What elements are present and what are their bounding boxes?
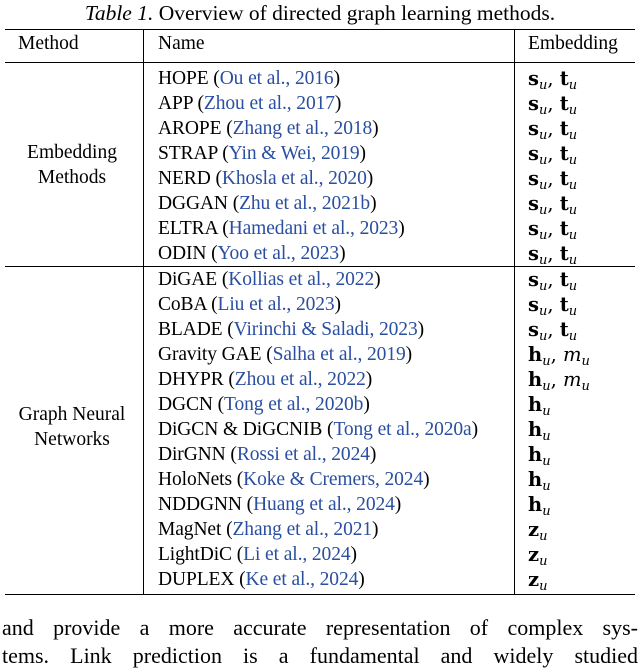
embedding-symbol: h xyxy=(528,443,543,466)
embedding-symbol: s xyxy=(528,293,539,316)
citation-link[interactable]: Zhang et al., 2018 xyxy=(232,118,373,139)
body-text-line: and provide a more accurate representation of complex sys- xyxy=(2,615,638,640)
citation-link[interactable]: Ou et al., 2016 xyxy=(219,68,334,89)
method-name: HoloNets xyxy=(158,469,232,490)
embedding-symbol: s xyxy=(528,117,539,140)
embedding-subscript: u xyxy=(538,228,548,243)
embedding-subscript: u xyxy=(538,253,548,268)
embedding-symbol: t xyxy=(559,293,569,316)
embedding-symbol: t xyxy=(559,268,569,291)
embedding-cell: $s_u$, $t_u$ xyxy=(528,293,578,319)
table-row xyxy=(0,342,640,367)
embedding-cell: $s_u$, $t_u$ xyxy=(528,192,578,218)
table-row xyxy=(0,542,640,567)
method-name-cell: DiGAE (Kollias et al., 2022) xyxy=(158,269,381,290)
method-name: AROPE xyxy=(158,118,222,139)
embedding-subscript: u xyxy=(581,354,590,369)
table-row xyxy=(0,567,640,592)
caption-label: Table 1. xyxy=(84,1,154,25)
method-name: MagNet xyxy=(158,519,222,540)
embedding-subscript: u xyxy=(539,529,548,544)
embedding-symbol: s xyxy=(528,318,539,341)
table-row xyxy=(0,417,640,442)
embedding-cell: $s_u$, $t_u$ xyxy=(528,242,578,268)
method-name: NDDGNN xyxy=(158,494,242,515)
method-name-cell: APP (Zhou et al., 2017) xyxy=(158,93,342,114)
embedding-cell: $s_u$, $t_u$ xyxy=(528,268,578,294)
embedding-symbol: s xyxy=(528,268,539,291)
method-name: DHYPR xyxy=(158,369,224,390)
method-name-cell: STRAP (Yin & Wei, 2019) xyxy=(158,143,366,164)
embedding-cell: $s_u$, $t_u$ xyxy=(528,142,578,168)
method-name-cell: LightDiC (Li et al., 2024) xyxy=(158,544,357,565)
citation-link[interactable]: Zhou et al., 2022 xyxy=(234,369,366,390)
embedding-symbol: t xyxy=(559,242,569,265)
table-row xyxy=(0,216,640,241)
embedding-subscript: u xyxy=(538,78,548,93)
table-row xyxy=(0,442,640,467)
group-label-line: Networks xyxy=(34,429,110,450)
method-name-cell: NDDGNN (Huang et al., 2024) xyxy=(158,494,402,515)
method-name-cell: DirGNN (Rossi et al., 2024) xyxy=(158,444,377,465)
header-method: Method xyxy=(18,33,79,54)
table-row xyxy=(0,317,640,342)
embedding-symbol: h xyxy=(528,393,543,416)
embedding-subscript: u xyxy=(568,78,578,93)
embedding-subscript: u xyxy=(568,103,578,118)
method-name: Gravity GAE xyxy=(158,344,262,365)
citation-link[interactable]: Zhu et al., 2021b xyxy=(239,193,371,214)
method-name: LightDiC xyxy=(158,544,232,565)
embedding-symbol: z xyxy=(528,518,540,541)
embedding-subscript: u xyxy=(568,253,578,268)
table-row xyxy=(0,367,640,392)
embedding-symbol: s xyxy=(528,192,539,215)
table-row xyxy=(0,392,640,417)
embedding-symbol: s xyxy=(528,67,539,90)
embedding-subscript: u xyxy=(568,304,578,319)
embedding-symbol: t xyxy=(559,92,569,115)
embedding-subscript: u xyxy=(538,103,548,118)
method-name: DGGAN xyxy=(158,193,228,214)
embedding-symbol: t xyxy=(559,117,569,140)
embedding-cell: $s_u$, $t_u$ xyxy=(528,67,578,93)
method-name-cell: CoBA (Liu et al., 2023) xyxy=(158,294,341,315)
embedding-cell: $h_u$, $m_u$ xyxy=(528,343,590,369)
embedding-subscript: u xyxy=(542,354,551,369)
group-label-line: Embedding xyxy=(27,142,117,163)
embedding-subscript: u xyxy=(538,128,548,143)
method-name-cell: HoloNets (Koke & Cremers, 2024) xyxy=(158,469,430,490)
embedding-subscript: u xyxy=(538,153,548,168)
method-name: APP xyxy=(158,93,193,114)
method-name: DiGCN & DiGCNIB xyxy=(158,419,323,440)
embedding-cell xyxy=(528,567,547,599)
embedding-symbol: h xyxy=(528,493,543,516)
embedding-subscript: u xyxy=(542,429,551,444)
embedding-subscript: u xyxy=(568,329,578,344)
embedding-subscript: u xyxy=(538,203,548,218)
method-name-cell: AROPE (Zhang et al., 2018) xyxy=(158,118,379,139)
citation-link[interactable]: Virinchi & Saladi, 2023 xyxy=(233,319,418,340)
embedding-subscript: u xyxy=(538,279,548,294)
table-row xyxy=(0,66,640,91)
citation-link[interactable]: Zhang et al., 2021 xyxy=(232,519,373,540)
method-name-cell: HOPE (Ou et al., 2016) xyxy=(158,68,340,89)
embedding-symbol: s xyxy=(528,142,539,165)
embedding-symbol: z xyxy=(528,568,540,591)
table-row xyxy=(0,241,640,266)
embedding-subscript: u xyxy=(538,304,548,319)
table-row xyxy=(0,292,640,317)
embedding-subscript: u xyxy=(568,153,578,168)
citation-link[interactable]: Yoo et al., 2023 xyxy=(217,243,340,264)
method-name-cell: Gravity GAE (Salha et al., 2019) xyxy=(158,344,413,365)
embedding-subscript: u xyxy=(542,479,551,494)
embedding-cell: $s_u$, $t_u$ xyxy=(528,117,578,143)
embedding-subscript: u xyxy=(539,554,548,569)
embedding-subscript: u xyxy=(542,454,551,469)
table-row xyxy=(0,492,640,517)
embedding-symbol: t xyxy=(559,318,569,341)
column-divider-embedding-head xyxy=(514,30,515,62)
embedding-subscript: u xyxy=(568,128,578,143)
citation-link[interactable]: Rossi et al., 2024 xyxy=(236,444,370,465)
method-name-cell: ELTRA (Hamedani et al., 2023) xyxy=(158,218,405,239)
embedding-cell: $s_u$, $t_u$ xyxy=(528,167,578,193)
table-row xyxy=(0,91,640,116)
embedding-symbol: z xyxy=(528,543,540,566)
method-name-cell: DiGCN & DiGCNIB (Tong et al., 2020a) xyxy=(158,419,479,440)
embedding-cell: $s_u$, $t_u$ xyxy=(528,92,578,118)
embedding-symbol: m xyxy=(562,343,582,366)
method-name-cell: DGCN (Tong et al., 2020b) xyxy=(158,394,370,415)
embedding-symbol: t xyxy=(559,67,569,90)
table-row xyxy=(0,467,640,492)
embedding-symbol: t xyxy=(559,142,569,165)
embedding-symbol: h xyxy=(528,368,543,391)
citation-link[interactable]: Huang et al., 2024 xyxy=(253,494,395,515)
table-row xyxy=(0,141,640,166)
table-caption xyxy=(0,0,640,30)
table-row xyxy=(0,116,640,141)
citation-link[interactable]: Tong et al., 2020b xyxy=(224,394,364,415)
embedding-subscript: u xyxy=(542,404,551,419)
table-row xyxy=(0,267,640,292)
method-name-cell: NERD (Khosla et al., 2020) xyxy=(158,168,374,189)
citation-link[interactable]: Ke et al., 2024 xyxy=(245,569,359,590)
embedding-subscript: u xyxy=(568,228,578,243)
citation-link[interactable]: Zhou et al., 2017 xyxy=(203,93,335,114)
embedding-symbol: s xyxy=(528,242,539,265)
embedding-symbol: h xyxy=(528,468,543,491)
citation-link[interactable]: Yin & Wei, 2019 xyxy=(228,143,360,164)
embedding-cell: $s_u$, $t_u$ xyxy=(528,318,578,344)
method-name-cell: DUPLEX (Ke et al., 2024) xyxy=(158,569,365,590)
embedding-subscript: u xyxy=(568,203,578,218)
body-text-line: tems. Link prediction is a fundamental and widely studied xyxy=(2,643,638,668)
method-name: DiGAE xyxy=(158,269,218,290)
embedding-subscript: u xyxy=(542,379,551,394)
embedding-symbol: h xyxy=(528,343,543,366)
embedding-subscript: u xyxy=(568,279,578,294)
citation-link[interactable]: Li et al., 2024 xyxy=(243,544,351,565)
embedding-cell: $h_u$, $m_u$ xyxy=(528,368,590,394)
header-embedding: Embedding xyxy=(528,33,618,54)
method-name-cell: MagNet (Zhang et al., 2021) xyxy=(158,519,379,540)
method-name: NERD xyxy=(158,168,211,189)
group-label-line: Methods xyxy=(37,167,107,188)
embedding-symbol: m xyxy=(562,368,582,391)
embedding-symbol: s xyxy=(528,92,539,115)
citation-link[interactable]: Tong et al., 2020a xyxy=(333,419,472,440)
embedding-subscript: u xyxy=(568,178,578,193)
citation-link[interactable]: Salha et al., 2019 xyxy=(272,344,406,365)
citation-link[interactable]: Liu et al., 2023 xyxy=(217,294,335,315)
method-name-cell: DGGAN (Zhu et al., 2021b) xyxy=(158,193,377,214)
embedding-subscript: u xyxy=(538,329,548,344)
method-name: DirGNN xyxy=(158,444,226,465)
header-name: Name xyxy=(158,33,205,54)
embedding-symbol: s xyxy=(528,167,539,190)
embedding-subscript: u xyxy=(542,504,551,519)
embedding-symbol: s xyxy=(528,217,539,240)
method-name: STRAP xyxy=(158,143,218,164)
method-name-cell: BLADE (Virinchi & Saladi, 2023) xyxy=(158,319,424,340)
embedding-symbol: t xyxy=(559,217,569,240)
embedding-subscript: u xyxy=(538,178,548,193)
method-name: DUPLEX xyxy=(158,569,235,590)
method-name: ELTRA xyxy=(158,218,218,239)
method-name: ODIN xyxy=(158,243,207,264)
embedding-symbol: h xyxy=(528,418,543,441)
embedding-symbol: t xyxy=(559,167,569,190)
method-name: BLADE xyxy=(158,319,223,340)
embedding-subscript: u xyxy=(581,379,590,394)
method-name: DGCN xyxy=(158,394,213,415)
citation-link[interactable]: Hamedani et al., 2023 xyxy=(228,218,399,239)
embedding-subscript: u xyxy=(539,579,548,594)
header-rule xyxy=(5,62,635,63)
group-label-line: Graph Neural xyxy=(18,404,126,425)
table-row xyxy=(0,191,640,216)
caption-text: Overview of directed graph learning methods. xyxy=(158,1,556,25)
table-row xyxy=(0,166,640,191)
method-name: HOPE xyxy=(158,68,209,89)
citation-link[interactable]: Khosla et al., 2020 xyxy=(221,168,367,189)
column-divider-method-head xyxy=(143,30,144,62)
embedding-symbol: t xyxy=(559,192,569,215)
citation-link[interactable]: Koke & Cremers, 2024 xyxy=(243,469,424,490)
embedding-cell: $s_u$, $t_u$ xyxy=(528,217,578,243)
method-name: CoBA xyxy=(158,294,207,315)
method-name-cell: ODIN (Yoo et al., 2023) xyxy=(158,243,346,264)
table-row xyxy=(0,517,640,542)
method-name-cell: DHYPR (Zhou et al., 2022) xyxy=(158,369,373,390)
citation-link[interactable]: Kollias et al., 2022 xyxy=(228,269,375,290)
